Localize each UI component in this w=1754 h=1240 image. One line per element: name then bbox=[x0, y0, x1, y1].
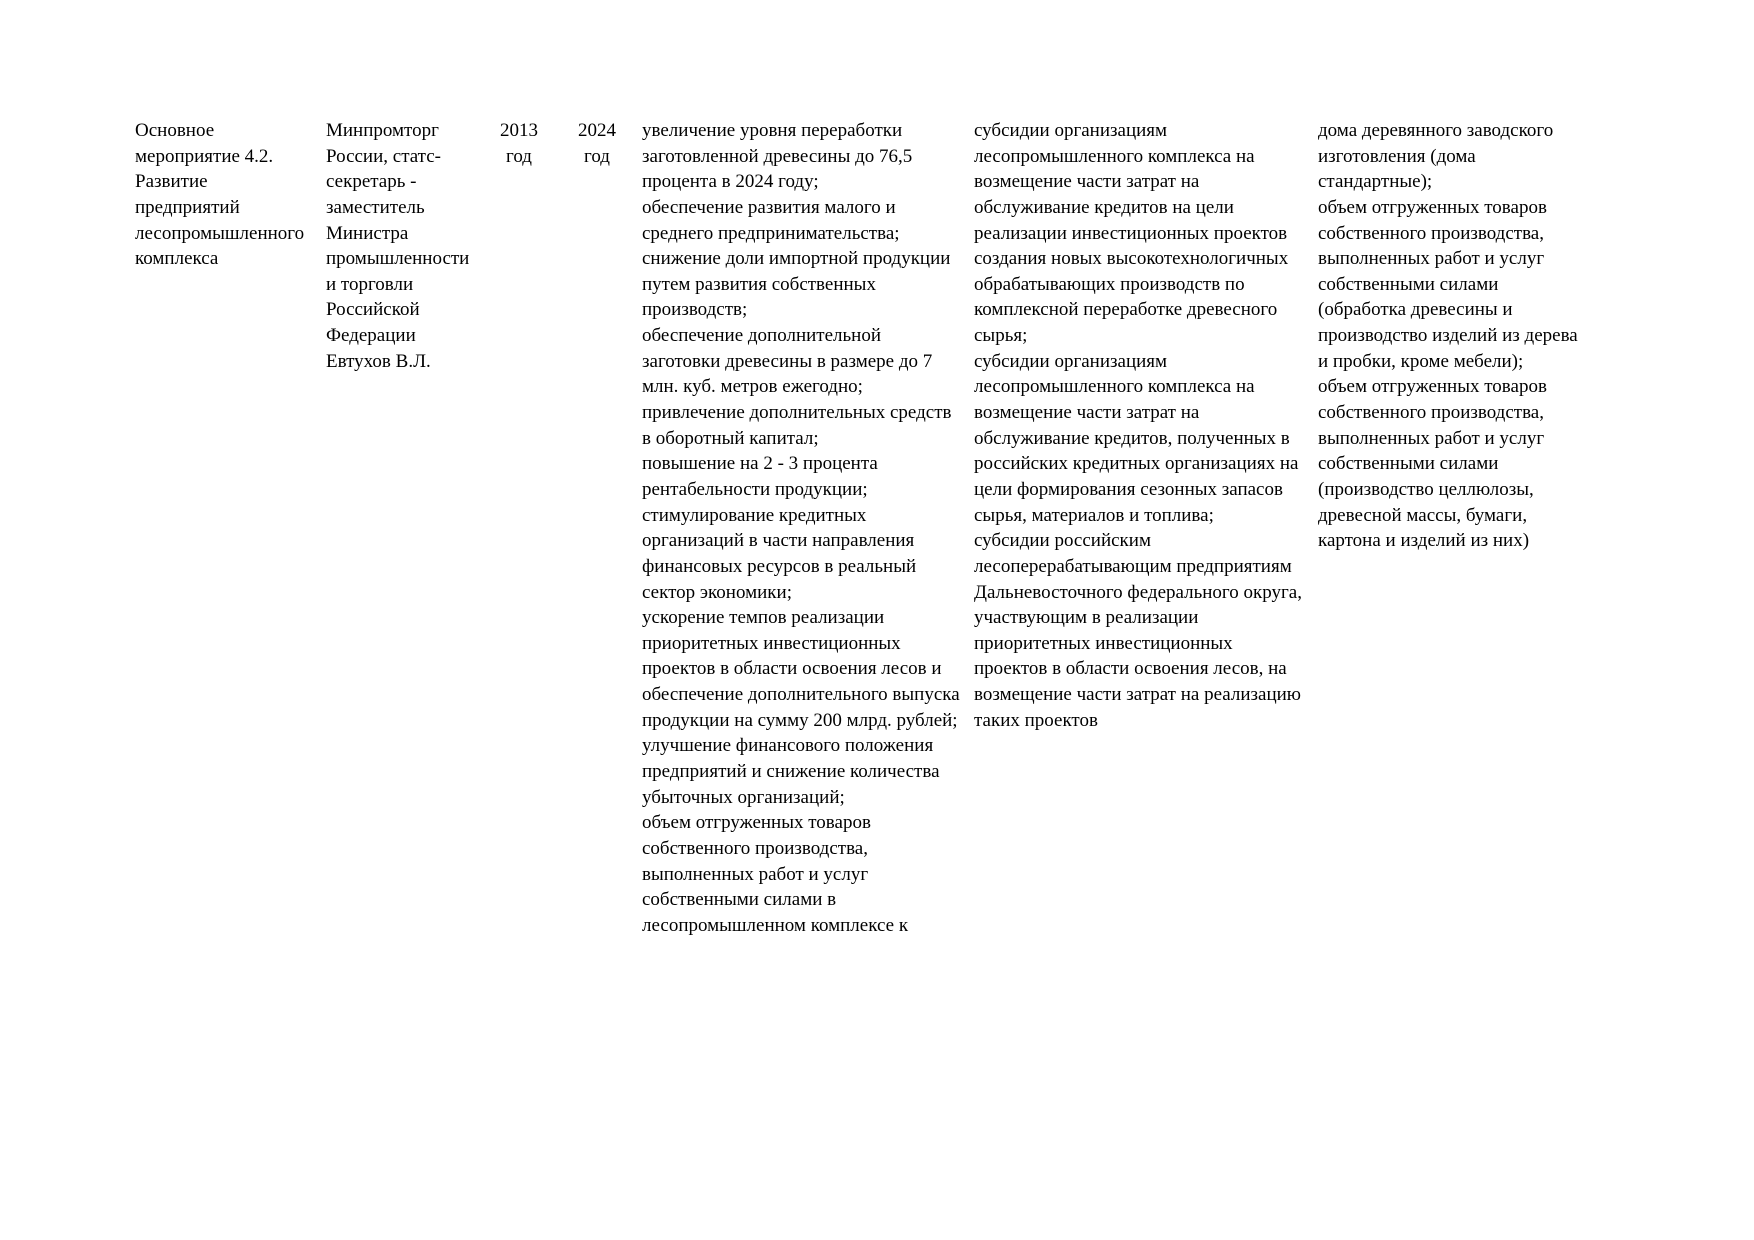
text-paragraph: повышение на 2 - 3 процента рентабельности продукции; bbox=[642, 453, 878, 500]
cell-start-year bbox=[488, 118, 550, 169]
text-paragraph: субсидии организациям лесопромышленного комплекса на возмещение части затрат на обслуживание кредитов на цели реализации инвестиционных проектов создания новых высокотехнологичных обрабатывающих производств по комплексной переработке древесного сырья; bbox=[974, 120, 1289, 347]
text-paragraph: объем отгруженных товаров собственного производства, выполненных работ и услуг собственными силами в лесопромышленном комплексе к bbox=[642, 812, 909, 936]
text-paragraph: снижение доли импортной продукции путем развития собственных производств; bbox=[642, 248, 951, 321]
text-paragraph: стимулирование кредитных организаций в части направления финансовых ресурсов в реальный сектор экономики; bbox=[642, 504, 917, 603]
text-paragraph: ускорение темпов реализации приоритетных инвестиционных проектов в области освоения лесов и обеспечение дополнительного выпуска продукции на сумму 200 млрд. рублей; bbox=[642, 607, 960, 731]
text-paragraph: улучшение финансового положения предприятий и снижение количества убыточных организаций; bbox=[642, 735, 940, 808]
text-paragraph: обеспечение развития малого и среднего предпринимательства; bbox=[642, 196, 900, 244]
text-paragraph: субсидии организациям лесопромышленного комплекса на возмещение части затрат на обслуживание кредитов, полученных в российских кредитных организациях на цели формирования сезонных запасов сырья, материалов и топлива; bbox=[974, 350, 1299, 526]
cell-measure-name bbox=[135, 118, 310, 272]
text-paragraph: 2024 год bbox=[578, 120, 616, 167]
text-paragraph: обеспечение дополнительной заготовки древесины в размере до 7 млн. куб. метров ежегодно; bbox=[642, 325, 933, 398]
text-paragraph: Минпромторг России, статс-секретарь - заместитель Министра промышленности и торговли Российской Федерации Евтухов В.Л. bbox=[326, 120, 470, 372]
text-paragraph: объем отгруженных товаров собственного производства, выполненных работ и услуг собственными силами (обработка древесины и производство изделий из дерева и пробки, кроме мебели); bbox=[1318, 196, 1578, 372]
text-paragraph: дома деревянного заводского изготовления (дома стандартные); bbox=[1318, 120, 1554, 193]
text-paragraph: привлечение дополнительных средств в оборотный капитал; bbox=[642, 402, 952, 449]
cell-expected-results bbox=[642, 118, 962, 939]
table-row bbox=[135, 118, 1581, 939]
cell-support-directions bbox=[974, 118, 1308, 733]
cell-indicators bbox=[1318, 118, 1581, 554]
text-paragraph: субсидии российским лесоперерабатывающим предприятиям Дальневосточного федерального округа, участвующим в реализации приоритетных инвестиционных проектов в области освоения лесов, на возмещение части затрат на реализацию таких проектов bbox=[974, 530, 1302, 731]
text-paragraph: 2013 год bbox=[500, 120, 538, 167]
text-paragraph: объем отгруженных товаров собственного производства, выполненных работ и услуг собственными силами (производство целлюлозы, древесной массы, бумаги, картона и изделий из них) bbox=[1318, 376, 1547, 552]
cell-end-year bbox=[566, 118, 628, 169]
text-paragraph: увеличение уровня переработки заготовленной древесины до 76,5 процента в 2024 году; bbox=[642, 120, 913, 193]
text-paragraph: Основное мероприятие 4.2. Развитие предприятий лесопромышленного комплекса bbox=[135, 120, 305, 270]
cell-responsible-executor bbox=[326, 118, 472, 374]
